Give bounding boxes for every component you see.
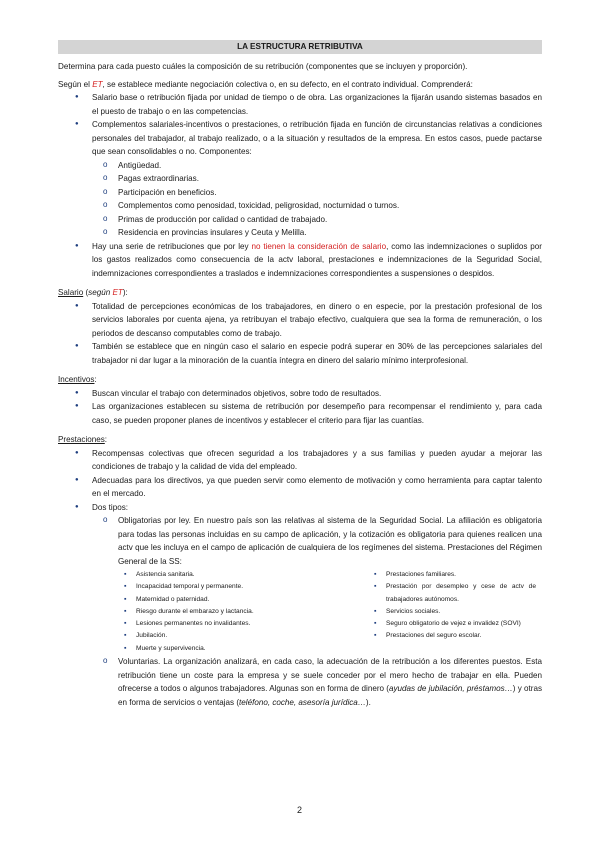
ss-item: ▪ Servicios sociales.	[386, 606, 536, 618]
list-item: ● Las organizaciones establecen su sistema de retribución por desempeño para recompensar el rendimiento y, para cada caso, se pueden proponer planes de incentivos y establecer el criterio para fijar las cuantías.	[92, 400, 542, 427]
ss-item: ▪ Prestaciones del seguro escolar.	[386, 630, 536, 642]
list-item: ● También se establece que en ningún caso el salario en especie podrá superar en 30% de las percepciones salariales del trabajador ni dar lugar a la minoración de la cuantía íntegra en dinero del salario mínimo interprofesional.	[92, 340, 542, 367]
no-salario-highlight: no tienen la consideración de salario	[251, 241, 387, 251]
et-paragraph: Según el ET, se establece mediante negociación colectiva o, en su defecto, en el contrato individual. Comprenderá:	[58, 79, 473, 89]
incentivos-heading: Incentivos:	[58, 375, 97, 384]
ss-item: ▪ Seguro obligatorio de vejez e invalidez (SOVI)	[386, 618, 536, 630]
document-page	[58, 40, 542, 709]
tipo-voluntarias: o Voluntarias. La organización analizará, en cada caso, la adecuación de la retribución a los diferentes puestos. Esta retribución tiene un coste para la empresa y se suele conceder por el mero hecho de trabajar en ella. Pueden ofrecerse a todos o algunos trabajadores. Algunas son en forma de dinero (ayudas de jubilación, préstamos…) y otras en forma de servicios o ventajas (teléfono, coche, asesoría jurídica…).	[118, 655, 542, 709]
ss-item: ▪ Jubilación.	[136, 630, 368, 642]
list-item: ● Dos tipos: o Obligatorias por ley. En nuestro país son las relativas al sistema de la Seguridad Social. La afiliación es obligatoria para todas las personas incluidas en su campo de aplicación, y la cotización es obligatoria para quienes realicen una actv que les incluya en el campo de aplicación de cualquiera de los regímenes del sistema. Prestaciones del Régimen General de la SS: ▪ Asistencia sanitaria. ▪ Incapacidad temporal y permanente. ▪ Maternidad o paternidad. ▪ Riesgo durante el embarazo y lactancia. ▪ Lesiones permanentes no invalidantes. ▪ Jubilación. ▪ Muerte y supervivencia. ▪ Prestaciones familiares. ▪ Prestación por desempleo y cese de actv de trabajadores autónomos. ▪ Servicios sociales. ▪ Seguro obligatorio de vejez e invalidez (SOVI) ▪ Prestaciones del seguro escolar. o Voluntarias. La organización analizará, en cada caso, la adecuación de la retribución a los diferentes puestos. Esta retribución tiene un coste para la empresa y se suele conceder por el mero hecho de trabajar en ella. Pueden ofrecerse a todos o algunos trabajadores. Algunas son en forma de dinero (ayudas de jubilación, préstamos…) y otras en forma de servicios o ventajas (teléfono, coche, asesoría jurídica…).	[92, 501, 542, 710]
component-item: o Complementos como penosidad, toxicidad, peligrosidad, nocturnidad o turnos.	[118, 199, 542, 213]
salario-list	[58, 300, 542, 368]
list-item: ● Recompensas colectivas que ofrecen seguridad a los trabajadores y a sus familias y pueden ayudar a mejorar las condiciones de trabajo y la calidad de vida del empleado.	[92, 447, 542, 474]
ss-prestaciones	[118, 569, 542, 655]
et-highlight: ET	[92, 79, 103, 89]
salario-heading: Salario (según ET):	[58, 288, 128, 297]
components-list	[92, 159, 542, 240]
et-list	[58, 91, 542, 280]
intro-paragraph: Determina para cada puesto cuáles la composición de su retribución (componentes que se incluyen y proporción).	[58, 62, 468, 71]
list-item: ● Salario base o retribución fijada por unidad de tiempo o de obra. Las organizaciones la fijarán usando sistemas basados en el puesto de trabajo o en las competencias.	[92, 91, 542, 118]
ss-item: ▪ Prestación por desempleo y cese de actv de trabajadores autónomos.	[386, 581, 536, 606]
list-item: ● Adecuadas para los directivos, ya que pueden servir como elemento de motivación y como herramienta para captar talento en el mercado.	[92, 474, 542, 501]
component-item: o Residencia en provincias insulares y Ceuta y Melilla.	[118, 226, 542, 240]
tipo-obligatorias: o Obligatorias por ley. En nuestro país son las relativas al sistema de la Seguridad Social. La afiliación es obligatoria para todas las personas incluidas en su campo de aplicación, y la cotización es obligatoria para quienes realicen una actv que les incluya en el campo de aplicación de cualquiera de los regímenes del sistema. Prestaciones del Régimen General de la SS: ▪ Asistencia sanitaria. ▪ Incapacidad temporal y permanente. ▪ Maternidad o paternidad. ▪ Riesgo durante el embarazo y lactancia. ▪ Lesiones permanentes no invalidantes. ▪ Jubilación. ▪ Muerte y supervivencia. ▪ Prestaciones familiares. ▪ Prestación por desempleo y cese de actv de trabajadores autónomos. ▪ Servicios sociales. ▪ Seguro obligatorio de vejez e invalidez (SOVI) ▪ Prestaciones del seguro escolar.	[118, 514, 542, 655]
ss-list-right	[368, 569, 536, 655]
ss-item: ▪ Lesiones permanentes no invalidantes.	[136, 618, 368, 630]
list-item: ● Totalidad de percepciones económicas de los trabajadores, en dinero o en especie, por la prestación profesional de los servicios laborales por cuenta ajena, ya retribuyan el trabajo efectivo, cualquiera que sea la forma de remuneración, o los periodos de descanso computables como de trabajo.	[92, 300, 542, 341]
salario-section	[58, 286, 542, 367]
component-item: o Primas de producción por calidad o cantidad de trabajado.	[118, 213, 542, 227]
list-item: ● Buscan vincular el trabajo con determinados objetivos, sobre todo de resultados.	[92, 387, 542, 401]
ss-list-left	[118, 569, 368, 655]
prestaciones-list	[58, 447, 542, 710]
component-item: o Pagas extraordinarias.	[118, 172, 542, 186]
ss-item: ▪ Riesgo durante el embarazo y lactancia.	[136, 606, 368, 618]
page-number: 2	[296, 805, 302, 815]
list-item: ● Hay una serie de retribuciones que por ley no tienen la consideración de salario, como las indemnizaciones o suplidos por los gastos realizados como consecuencia de la actv laboral, prestaciones e indemnizaciones de la Seguridad Social, indemnizaciones correspondientes a traslados e indemnizaciones correspondientes a suspensiones o despidos.	[92, 240, 542, 281]
ss-item: ▪ Muerte y supervivencia.	[136, 643, 368, 655]
ss-item: ▪ Maternidad o paternidad.	[136, 594, 368, 606]
ss-item: ▪ Asistencia sanitaria.	[136, 569, 368, 581]
incentivos-list	[58, 387, 542, 428]
component-item: o Participación en beneficios.	[118, 186, 542, 200]
incentivos-section	[58, 373, 542, 427]
component-item: o Antigüedad.	[118, 159, 542, 173]
tipos-list	[92, 514, 542, 709]
prestaciones-section	[58, 433, 542, 709]
list-item: ● Complementos salariales-incentivos o prestaciones, o retribución fijada en función de circunstancias relativas a condiciones personales del trabajador, al trabajo realizado, o a la situación y resultados de la empresa. En estos casos, puede pactarse que sean consolidables o no. Componentes: o Antigüedad. o Pagas extraordinarias. o Participación en beneficios. o Complementos como penosidad, toxicidad, peligrosidad, nocturnidad o turnos. o Primas de producción por calidad o cantidad de trabajado. o Residencia en provincias insulares y Ceuta y Melilla.	[92, 118, 542, 240]
ss-item: ▪ Incapacidad temporal y permanente.	[136, 581, 368, 593]
ss-item: ▪ Prestaciones familiares.	[386, 569, 536, 581]
section-title: LA ESTRUCTURA RETRIBUTIVA	[58, 40, 542, 54]
prestaciones-heading: Prestaciones:	[58, 435, 108, 444]
